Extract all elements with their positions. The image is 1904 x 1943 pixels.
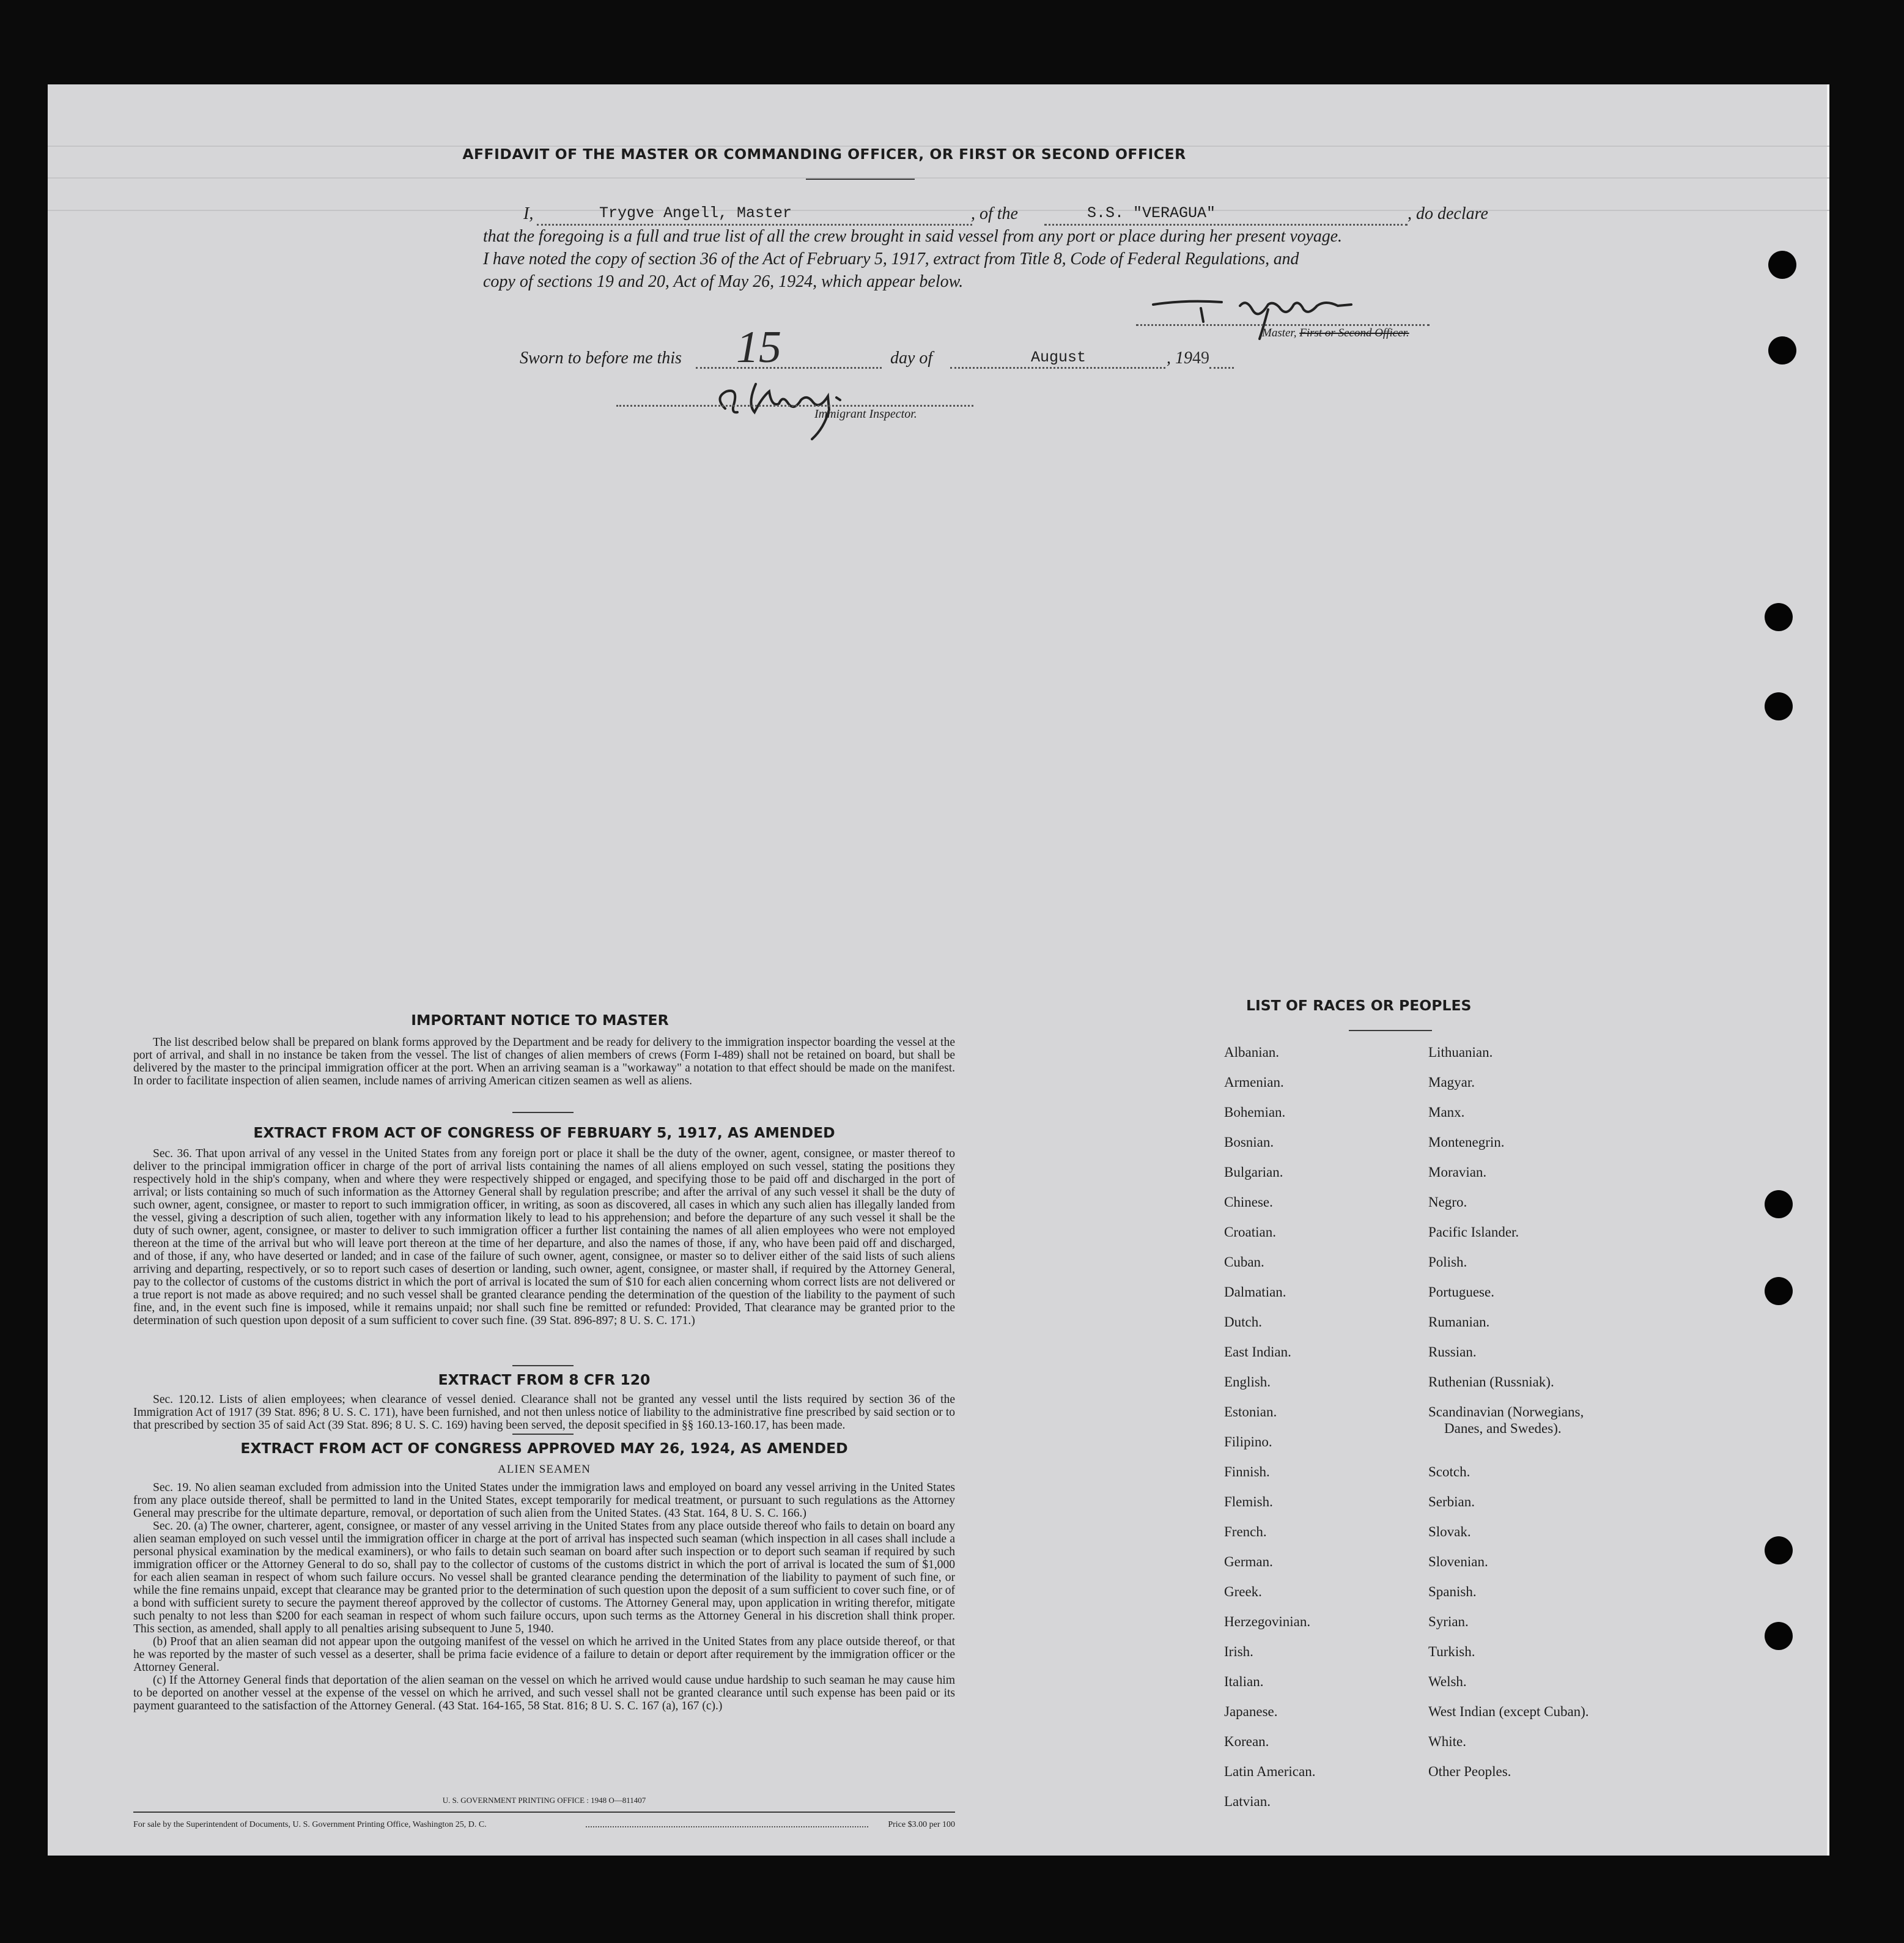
year-prefix: , 19 [1167,349,1192,368]
race-item-continuation: Danes, and Swedes). [1444,1421,1562,1436]
inspector-caption: Immigrant Inspector. [814,407,917,421]
sworn-day: 15 [736,322,781,372]
section-divider [512,1112,574,1113]
signature-line [1136,324,1430,326]
master-caption-master: Master, [1262,327,1297,339]
race-item: Greek. [1224,1584,1262,1599]
sworn-label: Sworn to before me this [520,349,682,368]
race-item: Ruthenian (Russniak). [1428,1374,1554,1390]
extract-1924-title: EXTRACT FROM ACT OF CONGRESS APPROVED MAY 26, 1924, AS AMENDED [240,1440,848,1457]
race-item: Manx. [1428,1105,1465,1120]
races-title: LIST OF RACES OR PEOPLES [1246,997,1472,1014]
master-caption [1262,327,1409,340]
punch-hole [1765,1622,1793,1650]
sec-20c-text: (c) If the Attorney General finds that deportation of the alien seaman on the vessel on which he arrived would cause undue hardship to such seaman he may cause him to be deported on another vessel at the expense of the vessel on which he arrived, and such vessel shall not be granted clearance until such expense has been paid or its payment guaranteed to the satisfaction of the Attorney General. (43 Stat. 164-165, 58 Stat. 816; 8 U. S. C. 167 (a), 167 (c).) [133,1674,955,1712]
race-item: Syrian. [1428,1614,1469,1629]
race-item: West Indian (except Cuban). [1428,1704,1589,1719]
do-declare-label: , do declare [1408,204,1488,223]
race-item: Negro. [1428,1194,1467,1210]
extract-1924-subtitle: ALIEN SEAMEN [498,1463,591,1476]
race-item: Bosnian. [1224,1134,1274,1150]
race-item: English. [1224,1374,1271,1390]
race-item: Polish. [1428,1254,1467,1270]
affidavit-line-2: that the foregoing is a full and true list of all the crew brought in said vessel from any port or place during her present voyage. [483,227,1342,246]
affidavit-line-4: copy of sections 19 and 20, Act of May 26, 1924, which appear below. [483,272,964,291]
declarant-name: Trygve Angell, Master [599,204,792,222]
vessel-name: S.S. "VERAGUA" [1087,204,1216,222]
inspector-line [616,405,973,407]
month-line [950,367,1165,369]
race-item: Lithuanian. [1428,1045,1493,1060]
printing-office-line: U. S. GOVERNMENT PRINTING OFFICE : 1948 O—811407 [442,1796,646,1805]
race-item: Bohemian. [1224,1105,1286,1120]
race-item: Other Peoples. [1428,1764,1511,1779]
race-item: Rumanian. [1428,1314,1490,1330]
race-item: Korean. [1224,1734,1269,1749]
form-rule-line [48,177,1829,179]
race-item: Japanese. [1224,1704,1278,1719]
punch-hole [1765,1190,1793,1218]
race-item: Scotch. [1428,1464,1470,1479]
document-page [48,84,1829,1856]
punch-hole [1765,1277,1793,1305]
day-line [696,367,882,369]
race-item: Croatian. [1224,1224,1276,1240]
race-item: Irish. [1224,1644,1253,1659]
race-item: Portuguese. [1428,1284,1494,1300]
race-item: Scandinavian (Norwegians, [1428,1404,1584,1419]
sec-20a-text: Sec. 20. (a) The owner, charterer, agent, consignee, or master of any vessel arriving in the United States from any place outside thereof who fails to detain on board any alien seaman employed on such vessel until the immigration officer in charge at the port of arrival has inspected such seaman (which inspection in all cases shall include a personal physical examination by the medical examiners), or who fails to detain such seaman on board after such inspection or to deport such seaman if required by such immigration officer or the Attorney General to do so, shall pay to the collector of customs of the customs district in which the port of arrival is located the sum of $1,000 for each alien seaman in respect of whom such failure occurs. No vessel shall be granted clearance pending the determination of the liability to payment of such fine, or while the fine remains unpaid, except that clearance may be granted prior to the determination of such question upon the deposit of a sum sufficient to cover such fine, or of a bond with sufficient surety to secure the payment thereof approved by the collector of customs. The Attorney General may, upon application in writing therefor, mitigate such penalty to not less than $200 for each seaman in respect of whom such failure occurs, upon such terms as the Attorney General in his discretion shall think proper. This section, as amended, shall apply to all penalties arising subsequent to June 5, 1940. [133,1520,955,1635]
footer-right: Price $3.00 per 100 [888,1820,955,1829]
race-item: Slovak. [1428,1524,1471,1539]
race-item: Pacific Islander. [1428,1224,1519,1240]
race-item: Finnish. [1224,1464,1270,1479]
sworn-month: August [1031,349,1087,366]
year-line [1209,367,1234,369]
race-item: Montenegrin. [1428,1134,1505,1150]
race-item: Moravian. [1428,1164,1487,1180]
footer-rule [133,1812,955,1813]
race-item: Herzegovinian. [1224,1614,1311,1629]
sec-20b-text: (b) Proof that an alien seaman did not appear upon the outgoing manifest of the vessel on which he arrived in the United States from any place outside thereof, or that he was reported by the master of such vessel as a deserter, shall be prima facie evidence of a failure to detain or deport after requirement by the immigration officer or the Attorney General. [133,1635,955,1674]
race-item: White. [1428,1734,1466,1749]
section-divider [512,1434,574,1435]
extract-cfr-text: Sec. 120.12. Lists of alien employees; when clearance of vessel denied. Clearance shall not be granted any vessel until the lists required by section 36 of the Immigration Act of 1917 (39 Stat. 896; 8 U. S. C. 171), have been furnished, and not then unless notice of liability to the administrative fine prescribed by said section or to that prescribed by section 35 of said Act (39 Stat. 896; 8 U. S. C. 169) having been served, the deposit specified in §§ 160.13-160.17, has been made. [133,1393,955,1432]
race-item: Cuban. [1224,1254,1264,1270]
sec-19-text: Sec. 19. No alien seaman excluded from admission into the United States under the immigration laws and employed on board any vessel arriving in the United States from any place outside thereof, shall be permitted to land in the United States, except temporarily for medical treatment, or pursuant to such regulations as the Attorney General may prescribe for the ultimate departure, removal, or deportation of such alien from the United States. (43 Stat. 164, 8 U. S. C. 166.) [133,1481,955,1520]
punch-hole [1765,692,1793,720]
punch-hole [1768,251,1796,279]
race-item: Turkish. [1428,1644,1475,1659]
extract-1924-body [133,1481,955,1712]
punch-hole [1765,1536,1793,1564]
year-suffix: 49 [1192,349,1209,368]
race-item: Flemish. [1224,1494,1273,1509]
race-item: Dutch. [1224,1314,1262,1330]
race-item: Chinese. [1224,1194,1273,1210]
of-the-label: , of the [971,204,1018,223]
form-rule-line [48,210,1829,211]
race-item: Welsh. [1428,1674,1467,1689]
race-item: Filipino. [1224,1434,1272,1449]
race-item: East Indian. [1224,1344,1291,1360]
footer-leader [586,1826,868,1827]
extract-1917-text: Sec. 36. That upon arrival of any vessel in the United States from any foreign port or place it shall be the duty of the owner, agent, consignee, or master thereof to deliver to the principal immigration officer in charge of the port of arrival lists containing the names of all aliens employed on such vessel, stating the positions they respectively hold in the ship's company, when and where they were respectively shipped or engaged, and specifying those to be paid off and discharged in the port of arrival; or lists containing so much of such information as the Attorney General shall by regulation prescribe; and after the arrival of any such vessel it shall be the duty of such owner, agent, consignee, or master to report to such immigration officer, in writing, as soon as discovered, all cases in which any such alien has illegally landed from the vessel, giving a description of such alien, together with any information likely to lead to his apprehension; and before the departure of any such vessel it shall be the duty of such owner, agent, consignee, or master to deliver to such immigration officer a further list containing the names of all alien employees who were not employed thereon at the time of the arrival but who will leave port thereon at the time of her departure, and also the names of those, if any, who have been paid off and discharged, and of those, if any, who have deserted or landed; and in case of the failure of such owner, agent, consignee, or master so to deliver either of the said lists of such aliens arriving and departing, respectively, or so to report such cases of desertion or landing, such owner, agent, consignee, or master shall, if required by the Attorney General, pay to the collector of customs of the customs district in which the port of arrival is located the sum of $10 for each alien concerning whom correct lists are not delivered or a true report is not made as above required; and no such vessel shall be granted clearance pending the determination of the question of the liability to the payment of such fine, and, in the event such fine is imposed, while it remains unpaid; nor shall such fine be remitted or refunded: Provided, That clearance may be granted prior to the determination of such question upon deposit of a sum sufficient to cover such fine. (39 Stat. 896-897; 8 U. S. C. 171.) [133,1147,955,1327]
race-item: Magyar. [1428,1075,1475,1090]
year-label [1167,349,1209,368]
notice-text: The list described below shall be prepared on blank forms approved by the Department and be ready for delivery to the immigration inspector boarding the vessel at the port of arrival, and shall in no instance be taken from the vessel. The list of changes of alien members of crews (Form I-489) shall not be retained on board, but shall be delivered by the master to the principal immigration officer at the port. When an arriving seaman is a "workaway" a notation to that effect should be made on the manifest. In order to facilitate inspection of alien seamen, include names of arriving American citizen seamen as well as aliens. [133,1036,955,1087]
punch-hole [1765,603,1793,631]
section-divider [512,1365,574,1366]
day-of-label: day of [890,349,933,368]
title-underline [806,179,915,180]
race-item: Slovenian. [1428,1554,1488,1569]
race-item: Estonian. [1224,1404,1277,1419]
race-item: Latin American. [1224,1764,1316,1779]
races-title-underline [1349,1030,1432,1031]
race-item: Serbian. [1428,1494,1475,1509]
race-item: French. [1224,1524,1267,1539]
race-item: Armenian. [1224,1075,1284,1090]
extract-1917-title: EXTRACT FROM ACT OF CONGRESS OF FEBRUARY 5, 1917, AS AMENDED [253,1124,835,1141]
race-item: German. [1224,1554,1273,1569]
race-item: Spanish. [1428,1584,1477,1599]
race-item: Dalmatian. [1224,1284,1286,1300]
i-label: I, [523,204,534,223]
race-item: Bulgarian. [1224,1164,1283,1180]
extract-cfr-title: EXTRACT FROM 8 CFR 120 [438,1371,651,1388]
race-item: Russian. [1428,1344,1477,1360]
race-item: Italian. [1224,1674,1264,1689]
footer-left: For sale by the Superintendent of Documents, U. S. Government Printing Office, Washington 25, D. C. [133,1820,487,1829]
affidavit-line-3: I have noted the copy of section 36 of the Act of February 5, 1917, extract from Title 8, Code of Federal Regulations, and [483,250,1299,268]
affidavit-title: AFFIDAVIT OF THE MASTER OR COMMANDING OFFICER, OR FIRST OR SECOND OFFICER [462,146,1186,163]
punch-hole [1768,336,1796,365]
race-item: Albanian. [1224,1045,1280,1060]
inspector-signature [708,373,904,440]
declarant-line [537,224,972,226]
master-caption-struck: First or Second Officer. [1299,327,1409,339]
race-item: Latvian. [1224,1794,1271,1809]
vessel-line [1044,224,1408,226]
notice-title: IMPORTANT NOTICE TO MASTER [411,1012,669,1029]
